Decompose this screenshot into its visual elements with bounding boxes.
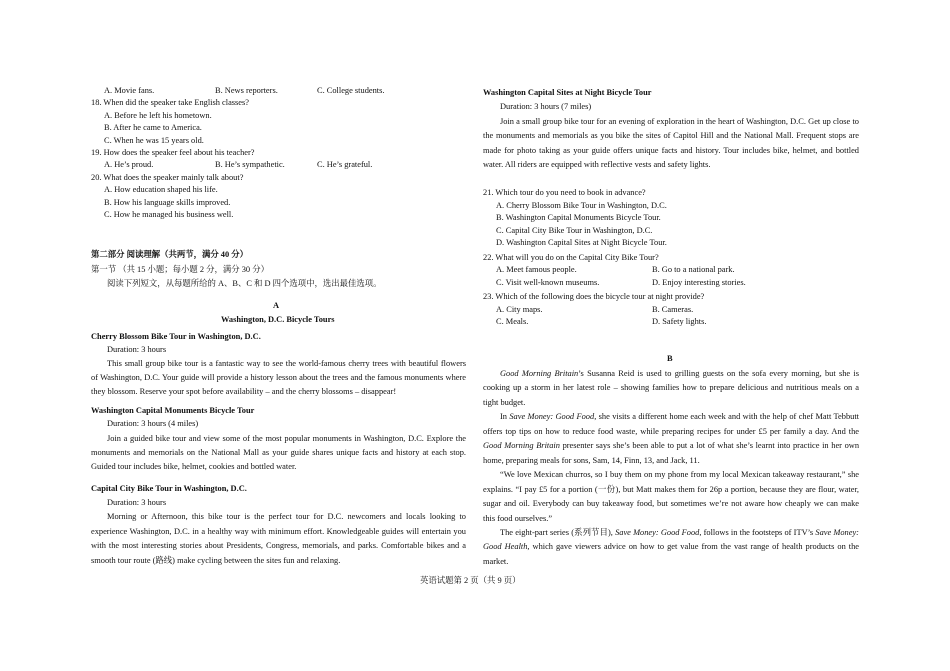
tour4-text-line: the monuments and memorials as you bike the sites of Capitol Hill and the National Mall. Frequent stops are [483,131,859,140]
q20-option-b: B. How his language skills improved. [104,198,231,207]
passage-b-line: this food ourselves.” [483,514,553,523]
q18-option-b: B. After he came to America. [104,123,202,132]
tour4-text-line: made for photo taking as your guide offers unique facts and history. Tour includes bike, helmet, and bottled [483,146,859,155]
q22-option-c: C. Visit well-known museums. [496,278,600,287]
q19-option-b: B. He’s sympathetic. [215,160,285,169]
q19-stem: 19. How does the speaker feel about his teacher? [91,148,255,157]
q23-option-a: A. City maps. [496,305,543,314]
tour4-title: Washington Capital Sites at Night Bicycle Tour [483,88,652,97]
passage-b-letter: B [667,354,673,363]
passage-b-line: cooking up a storm in her latest role – showing families how to prepare delicious and nutritious meals on a [483,383,859,392]
q17-option-c: C. College students. [317,86,385,95]
passage-b-line: Good Health, which gave viewers advice on how to get value from the vast range of health products on the [483,542,859,551]
q23-stem: 23. Which of the following does the bicycle tour at night provide? [483,292,705,301]
tour3-text-line: experience Washington, D.C. in a healthy way with minimum effort. Knowledgeable guides will entertain you [91,527,466,536]
q22-option-a: A. Meet famous people. [496,265,577,274]
tour1-title: Cherry Blossom Bike Tour in Washington, D.C. [91,332,261,341]
page-footer: 英语试题第 2 页（共 9 页） [420,576,521,585]
q18-option-a: A. Before he left his hometown. [104,111,212,120]
passage-b-line: offers top tips on how to reduce food waste, while preparing recipes for under £5 per family a day. And the [483,427,859,436]
passage-b-line: market. [483,557,509,566]
tour3-text-line: smooth tour route (路线) make cycling between the sites fun and relaxing. [91,556,341,565]
part2-title: 第二部分 阅读理解（共两节，满分 40 分） [91,250,249,259]
passage-a-title: Washington, D.C. Bicycle Tours [221,315,335,324]
q23-option-d: D. Safety lights. [652,317,707,326]
tour1-text-line: This small group bike tour is a fantastic way to see the world-famous cherry trees with beautiful flowers [107,359,466,368]
tour2-text-line: monuments and memorials on the National Mall as your guide shares unique facts and history at each stop. [91,448,466,457]
q21-option-c: C. Capital City Bike Tour in Washington, D.C. [496,226,653,235]
passage-b-line: In Save Money: Good Food, she visits a different home each week and with the help of chef Matt Tebbutt [500,412,859,421]
tour2-text-line: Guided tour includes bike, helmet, cookies and bottled water. [91,462,297,471]
q20-option-a: A. How education shaped his life. [104,185,218,194]
q22-stem: 22. What will you do on the Capital City Bike Tour? [483,253,659,262]
q18-stem: 18. When did the speaker take English classes? [91,98,249,107]
tour2-text-line: Join a guided bike tour and view some of the most popular monuments in Washington, D.C. Explore the [107,434,466,443]
tour4-text-line: water. All riders are equipped with reflective vests and safety lights. [483,160,711,169]
q20-option-c: C. How he managed his business well. [104,210,234,219]
tour4-duration: Duration: 3 hours (7 miles) [500,102,592,111]
passage-b-line: The eight-part series (系列节目), Save Money: Good Food, follows in the footsteps of ITV’s Save Money: [500,528,859,537]
q21-option-a: A. Cherry Blossom Bike Tour in Washington, D.C. [496,201,667,210]
q19-option-c: C. He’s grateful. [317,160,373,169]
q22-option-b: B. Go to a national park. [652,265,735,274]
passage-b-line: Good Morning Britain’s Susanna Reid is used to grilling guests on the sofa every morning, but she is [500,369,859,378]
passage-b-line: explains. “I pay £5 for a portion (一份), but Matt makes them for 26p a portion, because they are flour, water, [483,485,859,494]
passage-b-line: sugar and oil. Everybody can buy takeaway food, but sometimes we’re not aware how cheaply we can make [483,499,859,508]
passage-b-line: Good Morning Britain presenter says she’s been able to put a lot of what she’s learnt into practice in her own [483,441,860,450]
q22-option-d: D. Enjoy interesting stories. [652,278,746,287]
tour2-title: Washington Capital Monuments Bicycle Tour [91,406,255,415]
q23-option-c: C. Meals. [496,317,529,326]
q18-option-c: C. When he was 15 years old. [104,136,204,145]
tour2-duration: Duration: 3 hours (4 miles) [107,419,199,428]
tour4-text-line: Join a small group bike tour for an evening of exploration in the heart of Washington, D.C. Get up close to [500,117,859,126]
q23-option-b: B. Cameras. [652,305,694,314]
tour1-duration: Duration: 3 hours [107,345,167,354]
tour1-text-line: they blossom. Reserve your spot before availability – and the cherry blossoms – disappear! [91,387,397,396]
q17-option-b: B. News reporters. [215,86,278,95]
tour3-title: Capital City Bike Tour in Washington, D.C. [91,484,247,493]
passage-b-line: “We love Mexican churros, so I buy them on my phone from my local Mexican takeaway restaurant,” she [500,470,859,479]
passage-b-line: home, preparing meals for sons, Sam, 14, Finn, 13, and Jack, 11. [483,456,700,465]
q21-option-d: D. Washington Capital Sites at Night Bicycle Tour. [496,238,667,247]
q19-option-a: A. He’s proud. [104,160,154,169]
passage-b-line: tight budget. [483,398,526,407]
tour1-text-line: of Washington, D.C. Your guide will provide a history lesson about the trees and the famous monuments where [91,373,466,382]
q21-option-b: B. Washington Capital Monuments Bicycle Tour. [496,213,661,222]
section1-heading: 第一节 （共 15 小题；每小题 2 分，满分 30 分） [91,265,269,274]
tour3-text-line: with the most interesting stories about Presidents, Congress, memorials, and parks. Comfortable bikes and a [91,541,466,550]
q21-stem: 21. Which tour do you need to book in advance? [483,188,646,197]
tour3-text-line: Morning or Afternoon, this bike tour is the perfect tour for D.C. newcomers and locals looking to [107,512,466,521]
tour3-duration: Duration: 3 hours [107,498,167,507]
q20-stem: 20. What does the speaker mainly talk about? [91,173,244,182]
passage-a-letter: A [273,301,280,310]
reading-instruction: 阅读下列短文，从每题所给的 A、B、C 和 D 四个选项中，选出最佳选项。 [107,279,382,288]
q17-option-a: A. Movie fans. [104,86,155,95]
